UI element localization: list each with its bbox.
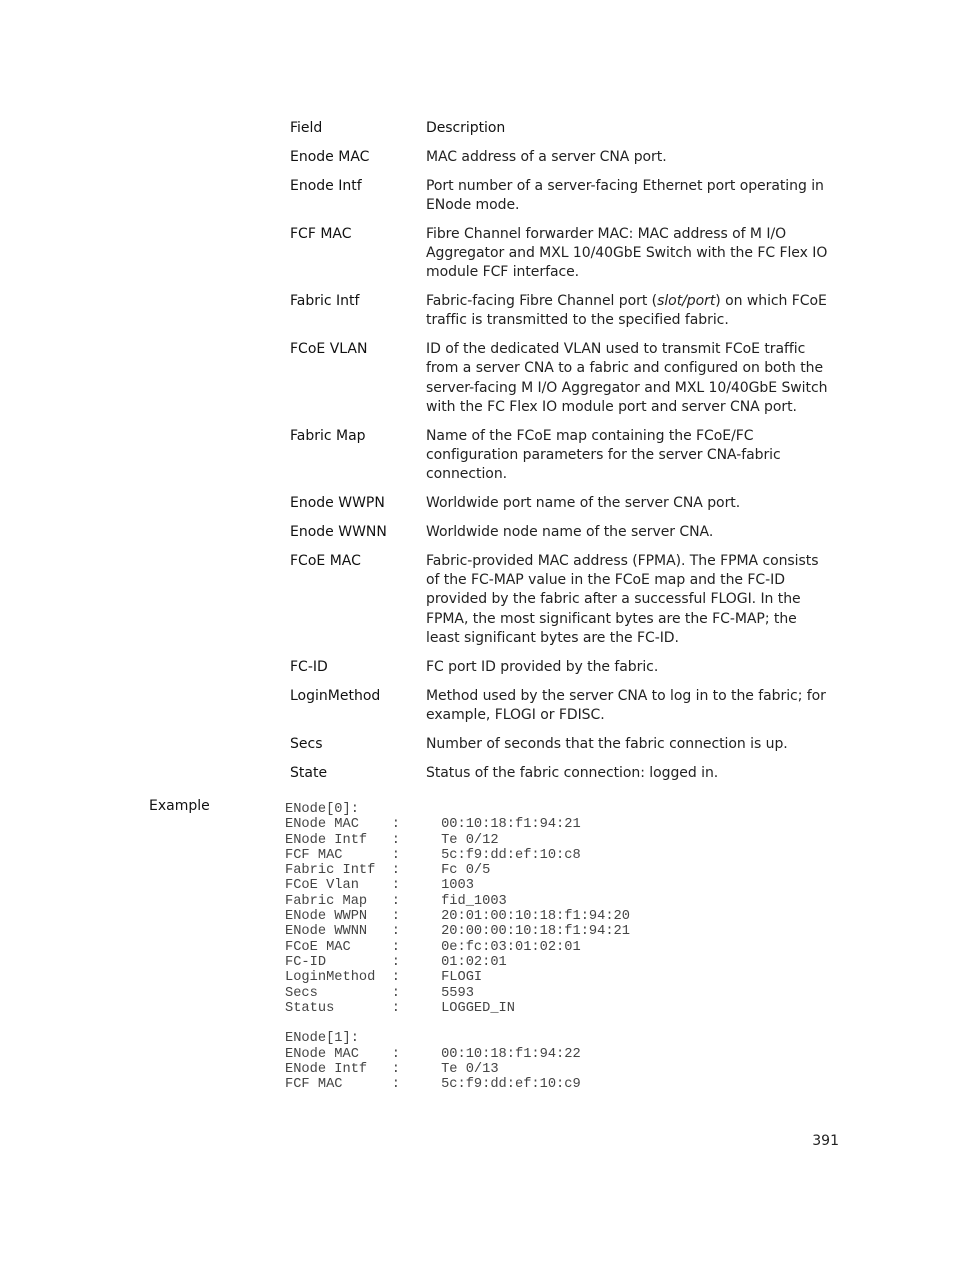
table-row: [290, 552, 835, 648]
field-description: ID of the dedicated VLAN used to transmit FCoE traffic from a server CNA to a fabric and configured on both the server-facing M I/O Aggregator and MXL 10/40GbE Switch with the FC Flex IO module port and server CNA port.: [426, 341, 828, 416]
header-field: Field: [290, 120, 323, 136]
field-description: Fibre Channel forwarder MAC: MAC address of M I/O Aggregator and MXL 10/40GbE Switch with the FC Flex IO module FCF interface.: [426, 225, 828, 281]
field-description: MAC address of a server CNA port.: [426, 148, 667, 165]
field-name: Secs: [290, 735, 323, 752]
field-description: FC port ID provided by the fabric.: [426, 658, 659, 675]
field-description: Method used by the server CNA to log in to the fabric; for example, FLOGI or FDISC.: [426, 687, 826, 723]
field-name: Enode WWPN: [290, 495, 385, 512]
table-header: [290, 119, 835, 138]
field-name: Enode WWNN: [290, 524, 387, 541]
example-label: Example: [149, 798, 210, 814]
field-name: FCoE VLAN: [290, 341, 368, 358]
field-name: Enode Intf: [290, 177, 362, 194]
field-name: LoginMethod: [290, 687, 381, 704]
field-description: Number of seconds that the fabric connection is up.: [426, 735, 788, 752]
field-name: FCoE MAC: [290, 552, 361, 569]
field-description: [426, 292, 831, 331]
table-row: [290, 523, 835, 542]
field-description: Port number of a server-facing Ethernet port operating in ENode mode.: [426, 177, 824, 213]
field-name: State: [290, 764, 328, 781]
table-row: [290, 292, 835, 331]
header-description: Description: [426, 120, 506, 136]
table-row: [290, 225, 835, 283]
description-emphasis: slot/port: [657, 293, 716, 310]
page-number: 391: [812, 1133, 839, 1149]
table-row: [290, 148, 835, 167]
field-name: Fabric Map: [290, 427, 366, 444]
field-description: Status of the fabric connection: logged in.: [426, 764, 719, 781]
table-row: [290, 764, 835, 783]
field-description: Name of the FCoE map containing the FCoE/FC configuration parameters for the server CNA-fabric connection.: [426, 427, 781, 483]
table-row: [290, 340, 835, 417]
field-name: FCF MAC: [290, 225, 352, 242]
table-row: [290, 658, 835, 677]
table-row: [290, 427, 835, 485]
table-row: [290, 735, 835, 754]
example-code-block: ENode[0]: ENode MAC : 00:10:18:f1:94:21 ENode Intf : Te 0/12 FCF MAC : 5c:f9:dd:ef:10:c8 Fabric Intf : Fc 0/5 FCoE Vlan : 1003 Fabric Map : fid_1003 ENode WWPN : 20:01:00:10:18:f1:94:20 ENode WWNN : 20:00:00:10:18:f1:94:21 FCoE MAC : 0e:fc:03:01:02:01 FC-ID : 01:02:01 LoginMethod : FLOGI Secs : 5593 Status : LOGGED_IN ENode[1]: ENode MAC : 00:10:18:f1:94:22 ENode Intf : Te 0/13 FCF MAC : 5c:f9:dd:ef:10:c9: [285, 802, 630, 1093]
field-description: Fabric-provided MAC address (FPMA). The FPMA consists of the FC-MAP value in the FCoE map and the FC-ID provided by the fabric after a successful FLOGI. In the FPMA, the most significant bytes are the FC-MAP; the least significant bytes are the FC-ID.: [426, 552, 819, 647]
table-row: [290, 177, 835, 216]
field-description-table: [290, 119, 835, 792]
description-text: ) on which FCoE traffic is transmitted to the specified fabric.: [426, 293, 827, 329]
field-name: Fabric Intf: [290, 293, 360, 310]
table-row: [290, 687, 835, 726]
field-name: Enode MAC: [290, 148, 370, 165]
field-description: Worldwide node name of the server CNA.: [426, 524, 714, 541]
field-description: Worldwide port name of the server CNA port.: [426, 495, 741, 512]
description-text: Fabric-facing Fibre Channel port (: [426, 293, 658, 310]
table-row: [290, 494, 835, 513]
field-name: FC-ID: [290, 658, 328, 675]
